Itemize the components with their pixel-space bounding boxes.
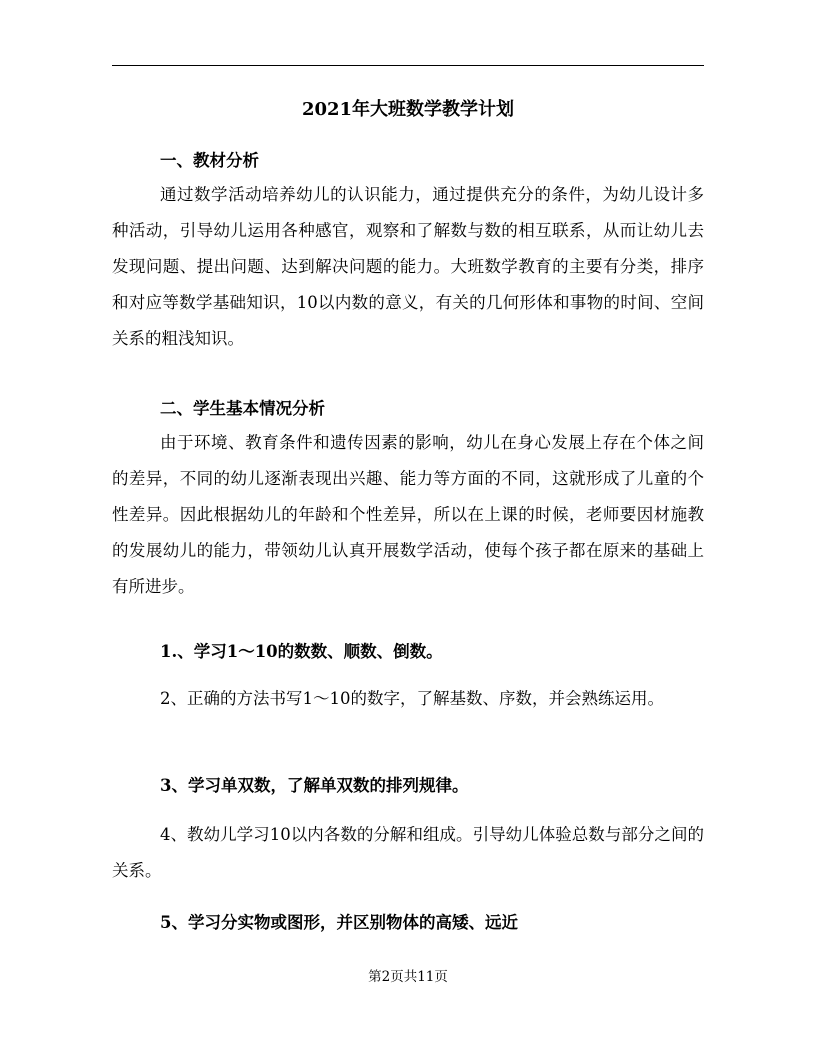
header-divider [112, 65, 704, 66]
list-item-5: 5、学习分实物或图形，并区别物体的高矮、远近 [160, 913, 518, 932]
page-number: 第2页共11页 [368, 969, 448, 985]
list-item-1: 1.、学习1～10的数数、顺数、倒数。 [160, 642, 443, 661]
section-paragraph-students: 由于环境、教育条件和遗传因素的影响，幼儿在身心发展上存在个体之间的差异，不同的幼儿逐渐表现出兴趣、能力等方面的不同，这就形成了儿童的个性差异。因此根据幼儿的年龄和个性差异，所以在上课的时候，老师要因材施教的发展幼儿的能力，带领幼儿认真开展数学活动，使每个孩子都在原来的基础上有所进步。 [112, 433, 704, 596]
document-title: 2021年大班数学教学计划 [301, 99, 515, 120]
list-item-4: 4、教幼儿学习10以内各数的分解和组成。引导幼儿体验总数与部分之间的关系。 [112, 825, 704, 880]
list-item-2: 2、正确的方法书写1～10的数字，了解基数、序数，并会熟练运用。 [160, 689, 664, 708]
section-heading-materials: 一、教材分析 [160, 151, 259, 170]
section-paragraph-materials: 通过数学活动培养幼儿的认识能力，通过提供充分的条件，为幼儿设计多种活动，引导幼儿运用各种感官，观察和了解数与数的相互联系，从而让幼儿去发现问题、提出问题、达到解决问题的能力。大班数学教育的主要有分类，排序和对应等数学基础知识，10以内数的意义，有关的几何形体和事物的时间、空间关系的粗浅知识。 [112, 185, 704, 348]
section-heading-students: 二、学生基本情况分析 [160, 399, 325, 418]
list-item-3: 3、学习单双数，了解单双数的排列规律。 [160, 776, 469, 795]
